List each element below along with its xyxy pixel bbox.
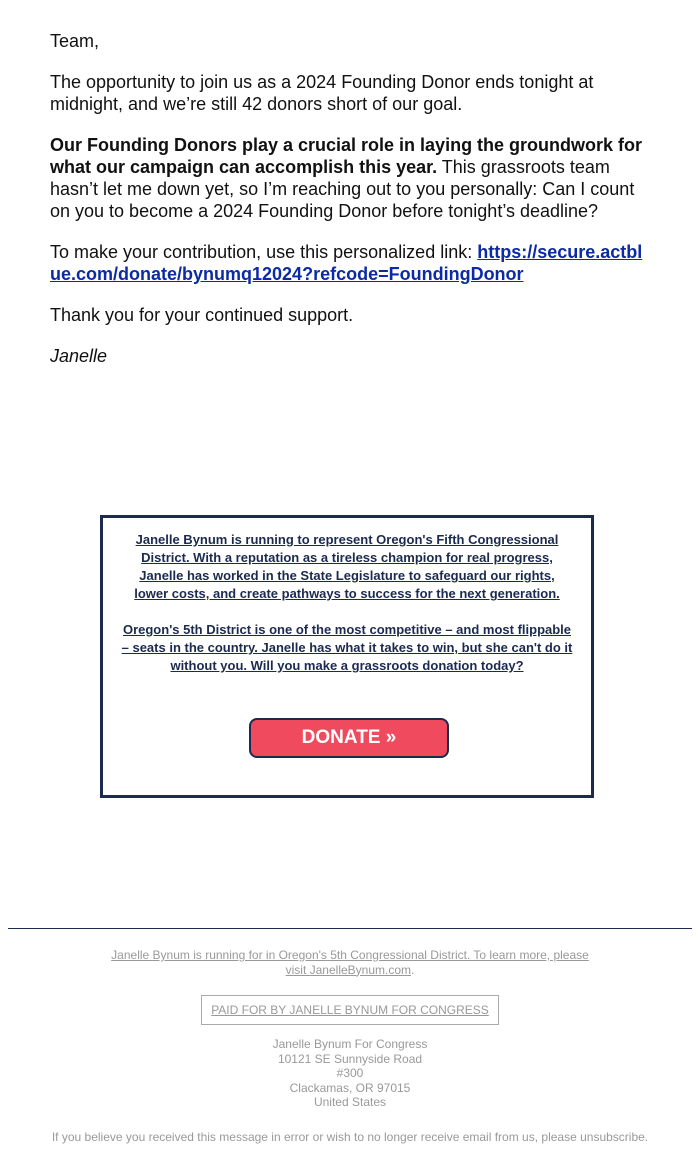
donate-link[interactable]: https://secure.actblue.com/donate/bynumq12024?refcode=FoundingDonor <box>50 242 643 284</box>
paragraph-contribution <box>50 241 650 285</box>
website-link[interactable]: JanelleBynum.com <box>309 962 412 977</box>
donate-button[interactable]: DONATE » <box>249 718 449 758</box>
address-org: Janelle Bynum For Congress <box>272 1037 428 1051</box>
footer-disclaimer <box>110 948 590 977</box>
paid-for-box[interactable]: PAID FOR BY JANELLE BYNUM FOR CONGRESS <box>201 995 499 1025</box>
mailing-address <box>0 1037 700 1110</box>
paragraph-rest: This grassroots team hasn’t let me down yet, so I’m reaching out to you personally: Can I count on you to become a 2024 Founding Donor before tonight’s deadline? <box>50 157 635 221</box>
paragraph-deadline: The opportunity to join us as a 2024 Founding Donor ends tonight at midnight, and we’re still 42 donors short of our goal. <box>50 72 594 114</box>
disclaimer-text[interactable]: Janelle Bynum is running for in Oregon's 5th Congressional District. To learn more, please visit <box>111 948 589 977</box>
signature: Janelle <box>50 346 108 366</box>
address-street: 10121 SE Sunnyside Road <box>277 1051 423 1066</box>
promo-paragraph-appeal[interactable]: Oregon's 5th District is one of the most competitive – and most flippable – seats in the country. Janelle has what it takes to win, but she can't do it without you. Will you make a grassroots donation today? <box>121 622 573 673</box>
campaign-promo-box <box>100 515 594 798</box>
address-suite: #300 <box>336 1066 364 1080</box>
contribution-intro: To make your contribution, use this personalized link: <box>50 242 478 262</box>
unsubscribe-notice <box>0 1130 700 1145</box>
promo-paragraph-bio[interactable]: Janelle Bynum is running to represent Oregon's Fifth Congressional District. With a reputation as a tireless champion for real progress, Janelle has worked in the State Legislature to safeguard our rights, lower costs, and create pathways to success for the next generation. <box>134 532 560 601</box>
paragraph-thanks: Thank you for your continued support. <box>50 305 354 325</box>
unsubscribe-text[interactable]: If you believe you received this message in error or wish to no longer receive email from us, please unsubscribe. <box>51 1129 649 1144</box>
greeting: Team, <box>50 31 100 51</box>
bold-lead-sentence: Our Founding Donors play a crucial role in laying the groundwork for what our campaign can accomplish this year. <box>50 135 643 177</box>
disclaimer-end: . <box>411 962 415 977</box>
footer-divider <box>8 928 692 929</box>
address-city: Clackamas, OR 97015 <box>289 1080 411 1095</box>
address-country: United States <box>313 1095 387 1109</box>
footer <box>0 948 700 1144</box>
email-body <box>50 30 650 386</box>
promo-text <box>121 531 573 675</box>
paragraph-founding-donors <box>50 134 650 222</box>
